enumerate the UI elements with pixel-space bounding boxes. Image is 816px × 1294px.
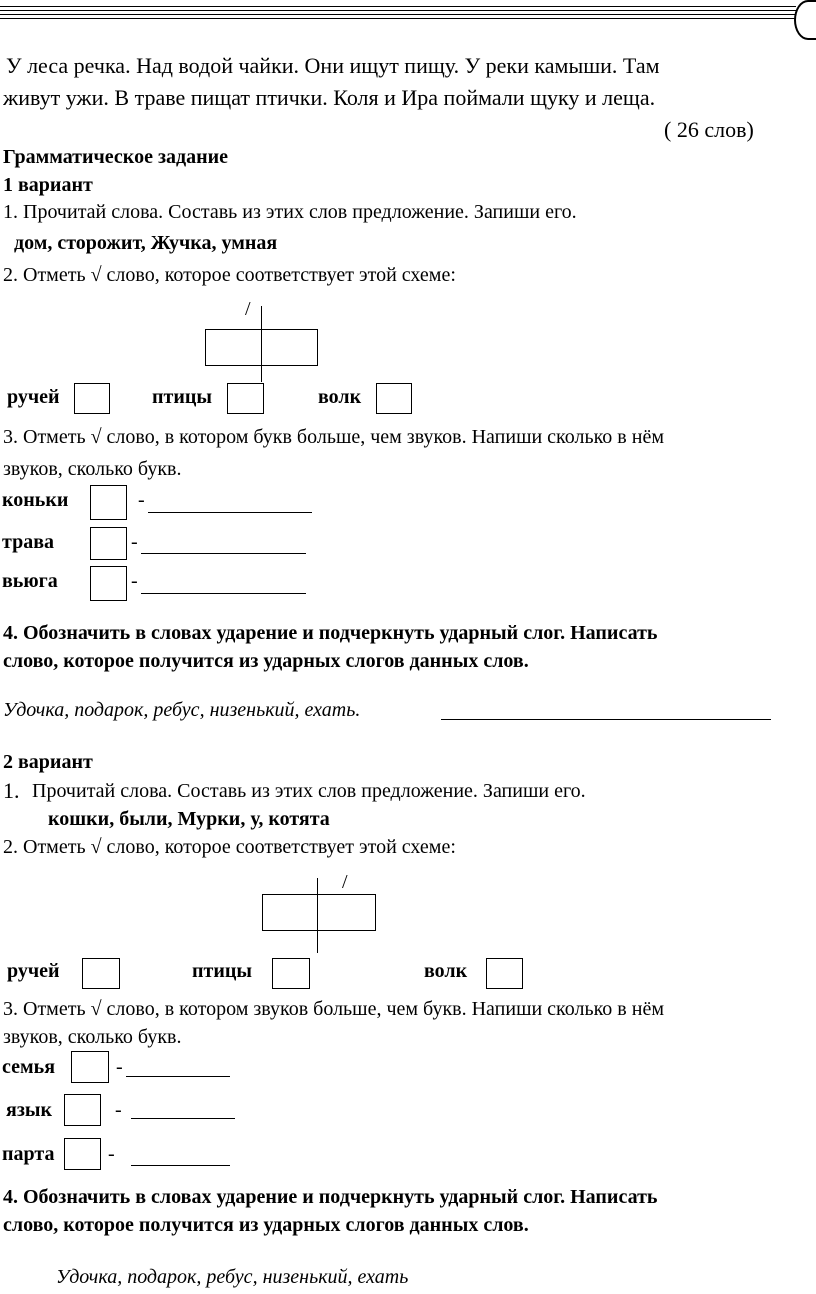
variant1-option-1-checkbox[interactable]: [74, 383, 110, 414]
top-border-rules: [0, 0, 816, 24]
grammar-title: Грамматическое задание: [3, 146, 229, 168]
passage-line-2: живут ужи. В траве пищат птички. Коля и Ира поймали щуку и леща.: [3, 85, 656, 110]
variant2-option-1: ручей: [7, 960, 60, 982]
variant2-task4-line1: 4. Обозначить в словах ударение и подчеркнуть ударный слог. Написать: [3, 1186, 658, 1208]
variant2-stress-mark: /: [342, 871, 348, 893]
variant1-task4-answer-line[interactable]: [441, 719, 771, 720]
variant1-task3-line2: звуков, сколько букв.: [3, 458, 182, 480]
variant2-word-3-answer-line[interactable]: [131, 1165, 230, 1166]
variant2-option-2-checkbox[interactable]: [272, 958, 310, 989]
variant1-task4-line1: 4. Обозначить в словах ударение и подчеркнуть ударный слог. Написать: [3, 622, 658, 644]
variant2-word-1: семья: [2, 1056, 56, 1078]
variant2-option-1-checkbox[interactable]: [82, 958, 120, 989]
variant2-word-1-checkbox[interactable]: [71, 1051, 109, 1083]
variant1-option-2: птицы: [152, 386, 213, 408]
passage-line-1: У леса речка. Над водой чайки. Они ищут пищу. У реки камыши. Там: [6, 53, 660, 78]
variant1-option-1: ручей: [7, 386, 60, 408]
variant2-task1: Прочитай слова. Составь из этих слов предложение. Запиши его.: [32, 780, 586, 802]
variant1-word-2: трава: [2, 531, 54, 553]
variant1-word-1-checkbox[interactable]: [90, 485, 127, 520]
variant1-task1-words: дом, сторожит, Жучка, умная: [14, 232, 278, 254]
variant1-word-1-dash: -: [138, 489, 145, 511]
variant1-option-2-checkbox[interactable]: [227, 383, 264, 414]
variant2-option-2: птицы: [192, 960, 253, 982]
variant2-word-2: язык: [6, 1099, 52, 1121]
variant1-word-2-checkbox[interactable]: [90, 527, 127, 560]
variant1-option-3-checkbox[interactable]: [376, 383, 412, 414]
variant2-option-3-checkbox[interactable]: [486, 958, 523, 989]
variant2-task1-number: 1.: [3, 778, 20, 803]
variant1-task4-words: Удочка, подарок, ребус, низенький, ехать.: [3, 699, 361, 721]
variant2-word-3-dash: -: [108, 1143, 115, 1165]
variant1-stress-mark: /: [245, 298, 251, 320]
variant1-word-1-answer-line[interactable]: [148, 512, 312, 513]
variant1-task3-line1: 3. Отметь √ слово, в котором букв больше, чем звуков. Напиши сколько в нём: [3, 426, 664, 448]
variant1-word-3: вьюга: [2, 570, 58, 592]
variant1-task2: 2. Отметь √ слово, которое соответствует этой схеме:: [3, 264, 456, 286]
variant2-word-2-dash: -: [115, 1099, 122, 1121]
variant1-word-1: коньки: [2, 489, 69, 511]
variant2-task3-line1: 3. Отметь √ слово, в котором звуков больше, чем букв. Напиши сколько в нём: [3, 998, 664, 1020]
variant1-option-3: волк: [318, 386, 362, 408]
variant1-title: 1 вариант: [3, 174, 93, 196]
variant2-task3-line2: звуков, сколько букв.: [3, 1026, 182, 1048]
variant2-word-2-checkbox[interactable]: [64, 1094, 101, 1126]
variant1-word-2-answer-line[interactable]: [141, 553, 306, 554]
variant2-option-3: волк: [424, 960, 468, 982]
variant2-task2: 2. Отметь √ слово, которое соответствует этой схеме:: [3, 836, 456, 858]
variant2-task4-words: Удочка, подарок, ребус, низенький, ехать: [56, 1266, 409, 1288]
variant1-word-2-dash: -: [131, 531, 138, 553]
variant1-word-3-checkbox[interactable]: [90, 566, 127, 601]
page-corner-curl: [794, 0, 816, 40]
variant2-word-2-answer-line[interactable]: [131, 1118, 235, 1119]
variant2-task1-words: кошки, были, Мурки, у, котята: [48, 808, 330, 830]
variant1-word-3-answer-line[interactable]: [141, 593, 306, 594]
variant2-task4-line2: слово, которое получится из ударных слогов данных слов.: [3, 1214, 529, 1236]
variant2-word-1-dash: -: [116, 1056, 123, 1078]
variant1-task4-line2: слово, которое получится из ударных слогов данных слов.: [3, 650, 529, 672]
variant2-word-3-checkbox[interactable]: [64, 1138, 101, 1170]
variant2-word-1-answer-line[interactable]: [126, 1076, 230, 1077]
word-count: ( 26 слов): [664, 117, 754, 142]
variant2-word-3: парта: [2, 1143, 55, 1165]
variant2-title: 2 вариант: [3, 751, 93, 773]
variant1-word-3-dash: -: [131, 570, 138, 592]
variant1-task1: 1. Прочитай слова. Составь из этих слов предложение. Запиши его.: [3, 201, 577, 223]
